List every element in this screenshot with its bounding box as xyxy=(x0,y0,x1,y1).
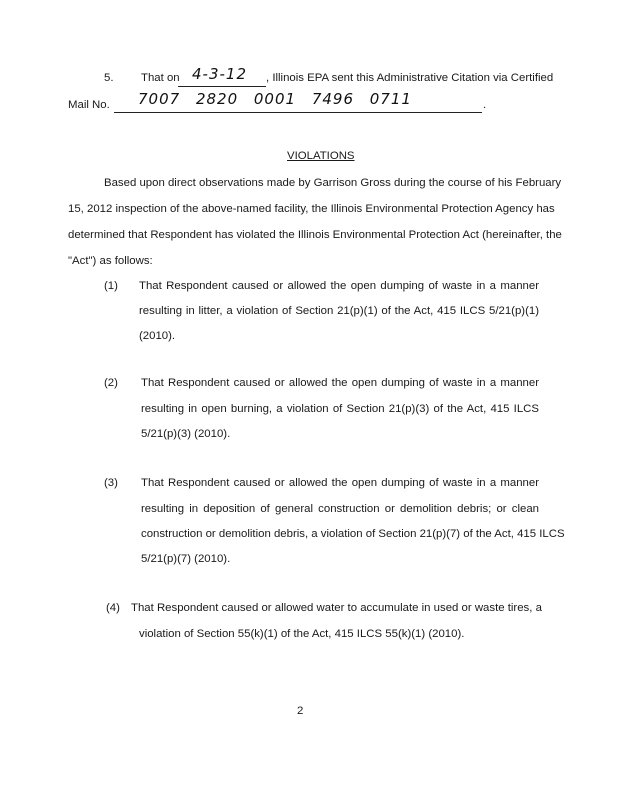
mail-number-underline xyxy=(114,112,482,113)
item-5-text-before-date: That on xyxy=(141,72,180,84)
intro-line-1: Based upon direct observations made by Garrison Gross during the course of his February xyxy=(104,177,562,189)
violations-heading: VIOLATIONS xyxy=(287,150,355,162)
violation-3-line-3: construction or demolition debris, a violation of Section 21(p)(7) of the Act, 415 ILCS xyxy=(141,528,565,540)
violation-3-line-4: 5/21(p)(7) (2010). xyxy=(141,553,231,565)
violation-1-line-3: (2010). xyxy=(139,330,176,342)
item-5-number: 5. xyxy=(104,72,114,84)
violation-2-line-2: resulting in open burning, a violation of Section 21(p)(3) of the Act, 415 ILCS xyxy=(141,403,539,415)
violation-3-line-1: That Respondent caused or allowed the open dumping of waste in a manner xyxy=(141,477,539,489)
intro-line-3: determined that Respondent has violated the Illinois Environmental Protection Act (hereinafter, the xyxy=(68,229,562,241)
mail-number-period: . xyxy=(483,99,487,111)
violation-2-line-3: 5/21(p)(3) (2010). xyxy=(141,428,231,440)
violation-2-number: (2) xyxy=(104,377,118,389)
violation-4-line-2: violation of Section 55(k)(1) of the Act, 415 ILCS 55(k)(1) (2010). xyxy=(139,628,465,640)
violation-4-number: (4) xyxy=(106,602,120,614)
violation-3-number: (3) xyxy=(104,477,118,489)
item-5-text-after-date: , Illinois EPA sent this Administrative Citation via Certified xyxy=(266,72,554,84)
handwritten-mail-number: 7007 2820 0001 7496 0711 xyxy=(138,90,412,108)
page-number: 2 xyxy=(297,705,304,717)
violation-1-number: (1) xyxy=(104,280,118,292)
violation-1-line-1: That Respondent caused or allowed the open dumping of waste in a manner xyxy=(139,280,539,292)
handwritten-date: 4-3-12 xyxy=(192,65,247,83)
violation-1-line-2: resulting in litter, a violation of Section 21(p)(1) of the Act, 415 ILCS 5/21(p)(1) xyxy=(139,305,539,317)
violation-2-line-1: That Respondent caused or allowed the open dumping of waste in a manner xyxy=(141,377,539,389)
mail-label: Mail No. xyxy=(68,99,110,111)
date-underline xyxy=(178,86,266,87)
violation-3-line-2: resulting in deposition of general construction or demolition debris; or clean xyxy=(141,503,539,515)
intro-line-2: 15, 2012 inspection of the above-named facility, the Illinois Environmental Protection Agency has xyxy=(68,203,555,215)
intro-line-4: "Act") as follows: xyxy=(68,255,153,267)
violation-4-line-1: That Respondent caused or allowed water to accumulate in used or waste tires, a xyxy=(131,602,542,614)
